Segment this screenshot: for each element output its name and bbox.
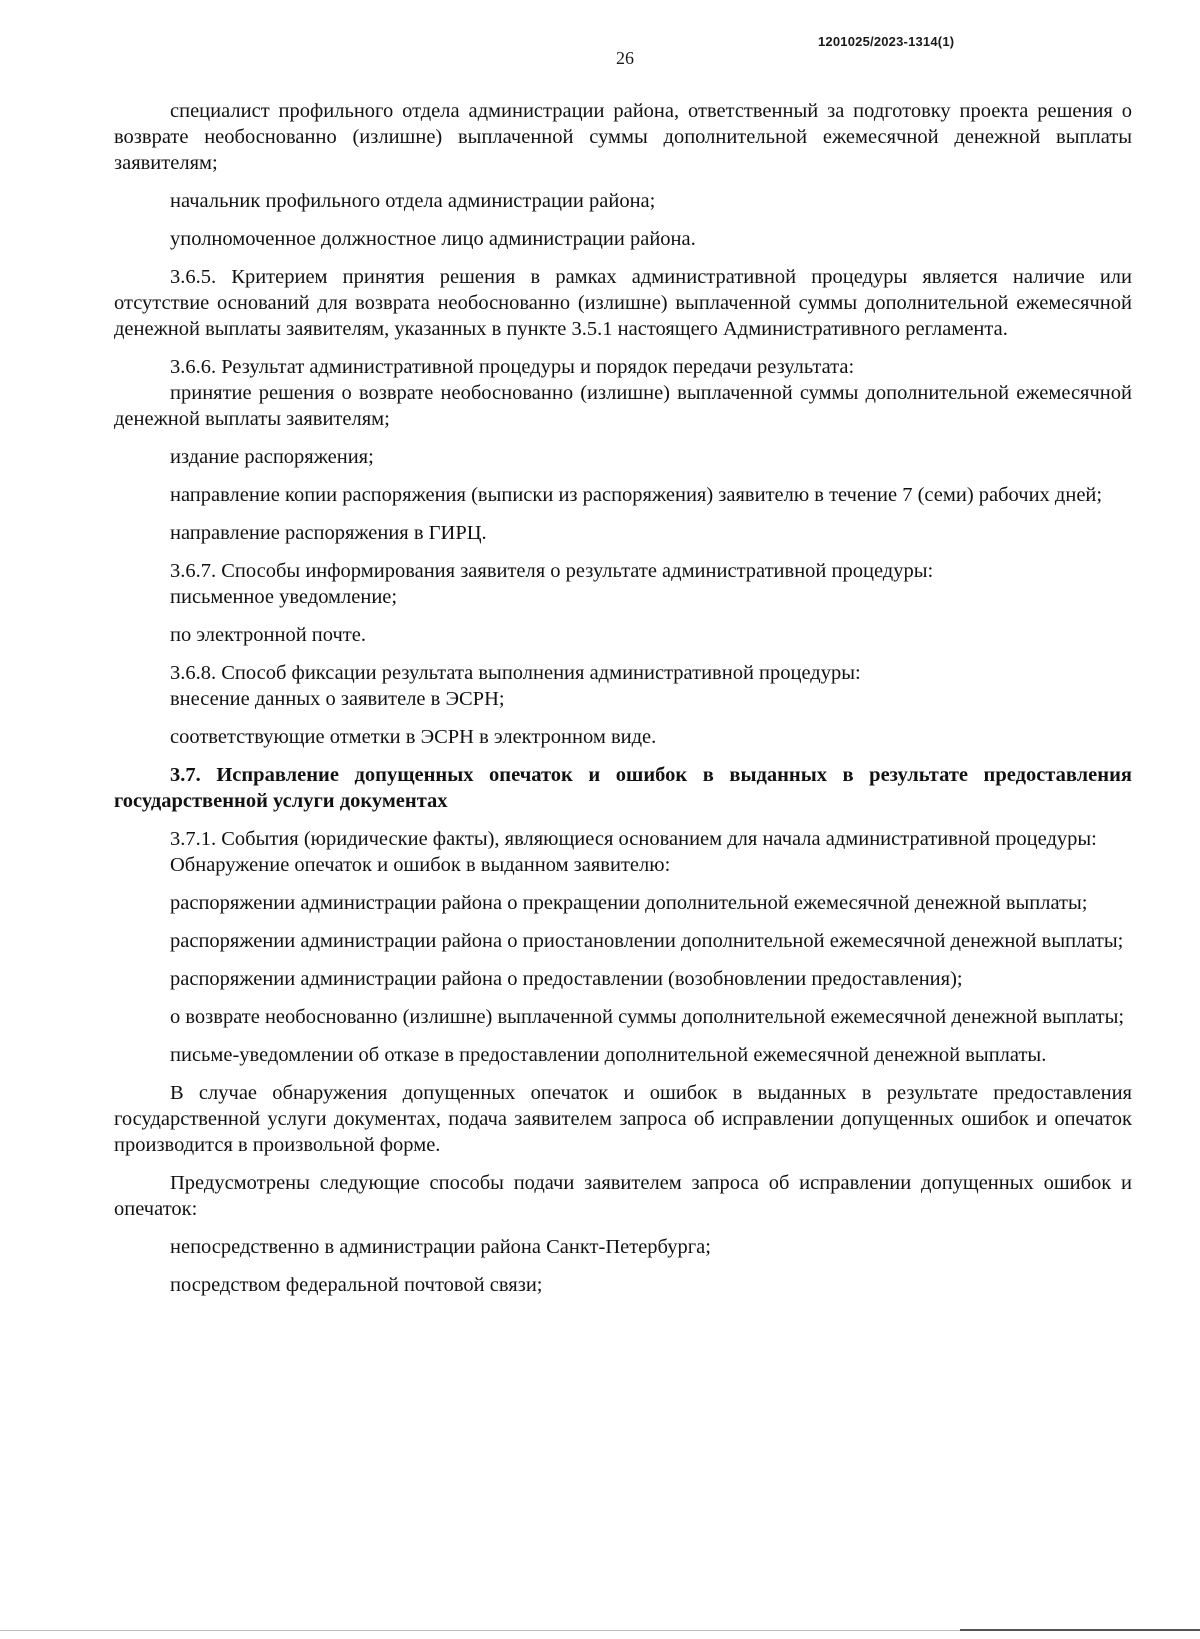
paragraph: письменное уведомление;	[170, 586, 398, 608]
paragraph: В случае обнаружения допущенных опечаток и ошибок в выданных в результате предоставления государственной услуги документах, подача заявителем запроса об исправлении допущенных ошибок и опечаток производится в произвольной форме.	[114, 1082, 1132, 1156]
section-heading: 3.7. Исправление допущенных опечаток и ошибок в выданных в результате предоставления государственной услуги документах	[114, 764, 1132, 812]
paragraph: 3.6.7. Способы информирования заявителя о результате административной процедуры:	[170, 560, 934, 582]
paragraph: 3.6.5. Критерием принятия решения в рамках административной процедуры является наличие или отсутствие оснований для возврата необоснованно (излишне) выплаченной суммы дополнительной ежемесячной денежной выплаты заявителям, указанных в пункте 3.5.1 настоящего Административного регламента.	[114, 266, 1132, 340]
paragraph: по электронной почте.	[170, 624, 366, 646]
paragraph: распоряжении администрации района о предоставлении (возобновлении предоставления);	[170, 968, 963, 990]
paragraph: внесение данных о заявителе в ЭСРН;	[170, 688, 505, 710]
document-body	[114, 98, 1132, 1298]
paragraph: о возврате необоснованно (излишне) выплаченной суммы дополнительной ежемесячной денежной выплаты;	[170, 1006, 1125, 1028]
paragraph: Обнаружение опечаток и ошибок в выданном заявителю:	[170, 854, 671, 876]
paragraph: посредством федеральной почтовой связи;	[170, 1274, 543, 1296]
paragraph: 3.6.6. Результат административной процедуры и порядок передачи результата:	[170, 356, 855, 378]
paragraph: издание распоряжения;	[170, 446, 374, 468]
paragraph: распоряжении администрации района о прекращении дополнительной ежемесячной денежной выплаты;	[170, 892, 1088, 914]
paragraph: соответствующие отметки в ЭСРН в электронном виде.	[170, 726, 657, 748]
document-registration-number: 1201025/2023-1314(1)	[818, 34, 955, 49]
paragraph: начальник профильного отдела администрации района;	[170, 190, 656, 212]
paragraph: письме-уведомлении об отказе в предоставлении дополнительной ежемесячной денежной выплаты.	[170, 1044, 1047, 1066]
paragraph: 3.7.1. События (юридические факты), являющиеся основанием для начала административной процедуры:	[170, 828, 1097, 850]
page-number: 26	[616, 48, 634, 68]
paragraph: распоряжении администрации района о приостановлении дополнительной ежемесячной денежной выплаты;	[170, 930, 1124, 952]
paragraph: 3.6.8. Способ фиксации результата выполнения административной процедуры:	[170, 662, 861, 684]
paragraph: направление распоряжения в ГИРЦ.	[170, 522, 487, 544]
paragraph: непосредственно в администрации района Санкт-Петербурга;	[170, 1236, 711, 1258]
paragraph: Предусмотрены следующие способы подачи заявителем запроса об исправлении допущенных ошибок и опечаток:	[114, 1172, 1132, 1220]
paragraph: принятие решения о возврате необоснованно (излишне) выплаченной суммы дополнительной ежемесячной денежной выплаты заявителям;	[114, 382, 1132, 430]
scan-bottom-edge-shadow	[960, 1629, 1200, 1631]
paragraph: специалист профильного отдела администрации района, ответственный за подготовку проекта решения о возврате необоснованно (излишне) выплаченной суммы дополнительной ежемесячной денежной выплаты заявителям;	[114, 100, 1132, 174]
paragraph: уполномоченное должностное лицо администрации района.	[170, 228, 696, 250]
paragraph: направление копии распоряжения (выписки из распоряжения) заявителю в течение 7 (семи) рабочих дней;	[170, 484, 1103, 506]
